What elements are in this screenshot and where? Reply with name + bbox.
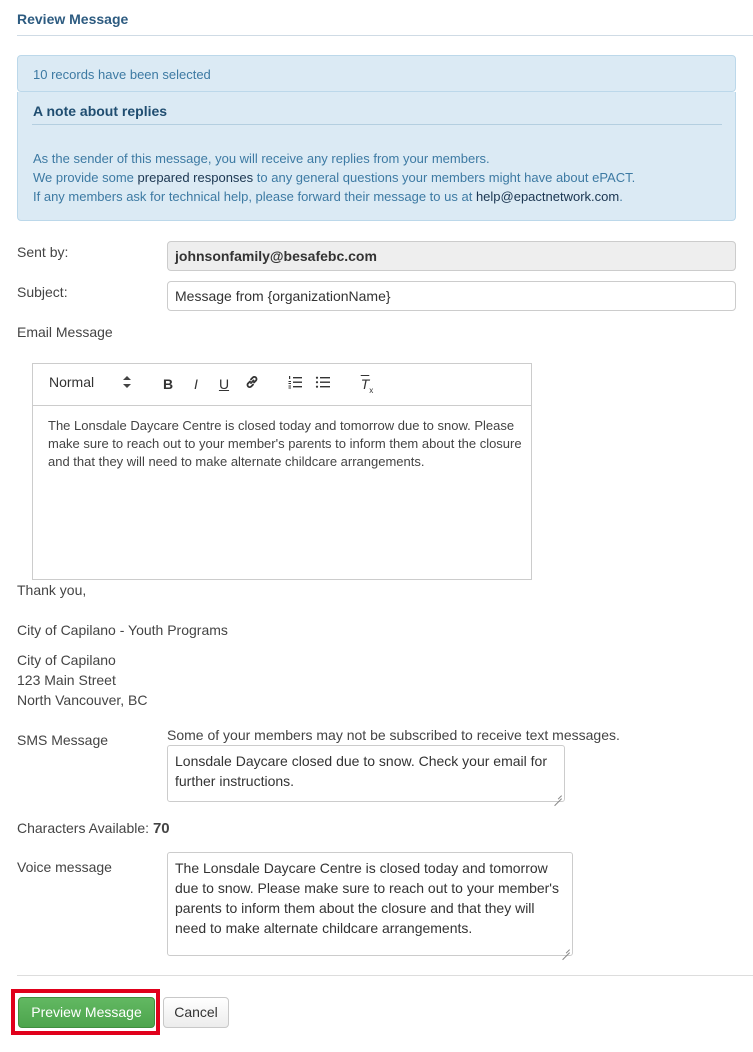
signature-thanks: Thank you, bbox=[17, 582, 87, 598]
signature-address-1: 123 Main Street bbox=[17, 672, 116, 688]
sent-by-label: Sent by: bbox=[17, 244, 69, 260]
bold-button[interactable]: B bbox=[162, 376, 174, 392]
email-message-body[interactable]: The Lonsdale Daycare Centre is closed today and tomorrow due to snow. Please make sure to reach out to your member's parents to inform them about the closure and that they will need to make alternate childcare arrangements. bbox=[48, 418, 522, 469]
preview-message-button[interactable]: Preview Message bbox=[18, 997, 155, 1028]
email-message-label: Email Message bbox=[17, 324, 113, 340]
sms-message-label: SMS Message bbox=[17, 732, 109, 748]
subject-label: Subject: bbox=[17, 284, 68, 300]
signature-org-name: City of Capilano bbox=[17, 652, 116, 668]
clear-format-button[interactable]: $\overline{T}_x$ bbox=[360, 376, 374, 395]
voice-message-input[interactable] bbox=[167, 852, 573, 956]
note-line-3-pre: If any members ask for technical help, please forward their message to us at bbox=[33, 189, 476, 204]
voice-message-text: The Lonsdale Daycare Centre is closed today and tomorrow due to snow. Please make sure to reach out to your member's parents to inform them about the closure and that they will need to make alternate childcare arrangements. bbox=[175, 860, 559, 936]
email-message-editor[interactable] bbox=[32, 363, 532, 580]
note-line-2-post: to any general questions your members might have about ePACT. bbox=[253, 170, 636, 185]
format-select-arrows-icon[interactable] bbox=[123, 376, 131, 391]
characters-available-label: Characters Available: bbox=[17, 820, 150, 836]
selected-records-alert bbox=[17, 55, 736, 92]
note-line-2 bbox=[33, 170, 635, 185]
characters-available bbox=[17, 820, 170, 837]
sent-by-field: johnsonfamily@besafebc.com bbox=[167, 241, 736, 271]
note-line-1: As the sender of this message, you will receive any replies from your members. bbox=[33, 151, 490, 166]
characters-available-count: 70 bbox=[152, 820, 170, 837]
voice-message-label: Voice message bbox=[17, 859, 112, 875]
note-title: A note about replies bbox=[33, 103, 168, 119]
replies-note-alert bbox=[17, 92, 736, 221]
sms-message-input[interactable] bbox=[167, 745, 565, 802]
resize-handle-icon[interactable] bbox=[554, 791, 562, 799]
prepared-responses-link[interactable]: prepared responses bbox=[137, 170, 254, 185]
page-title: Review Message bbox=[17, 11, 129, 27]
editor-toolbar bbox=[33, 364, 531, 406]
italic-button[interactable]: I bbox=[194, 376, 198, 392]
clear-format-letter: $\overline{T}$ bbox=[360, 376, 370, 392]
note-line-3-post: . bbox=[619, 189, 623, 204]
signature-program: City of Capilano - Youth Programs bbox=[17, 622, 228, 638]
ordered-list-icon[interactable] bbox=[285, 374, 305, 394]
signature-address-2: North Vancouver, BC bbox=[17, 692, 148, 708]
cancel-button[interactable]: Cancel bbox=[163, 997, 229, 1028]
subject-input[interactable]: Message from {organizationName} bbox=[167, 281, 736, 311]
note-divider bbox=[32, 124, 722, 125]
title-divider bbox=[17, 35, 753, 36]
bullet-list-icon[interactable] bbox=[313, 374, 333, 394]
sms-message-text: Lonsdale Daycare closed due to snow. Check your email for further instructions. bbox=[175, 753, 547, 789]
note-line-2-pre: We provide some bbox=[33, 170, 138, 185]
underline-button[interactable]: U bbox=[218, 376, 230, 392]
sms-notice: Some of your members may not be subscribed to receive text messages. bbox=[167, 727, 620, 743]
selected-records-text: 10 records have been selected bbox=[33, 67, 211, 82]
link-icon[interactable] bbox=[242, 374, 262, 394]
support-email-link[interactable]: help@epactnetwork.com bbox=[475, 189, 620, 204]
format-select[interactable]: Normal bbox=[49, 374, 95, 390]
actions-divider bbox=[17, 975, 753, 976]
note-line-3 bbox=[33, 189, 623, 204]
resize-handle-icon[interactable] bbox=[562, 945, 570, 953]
